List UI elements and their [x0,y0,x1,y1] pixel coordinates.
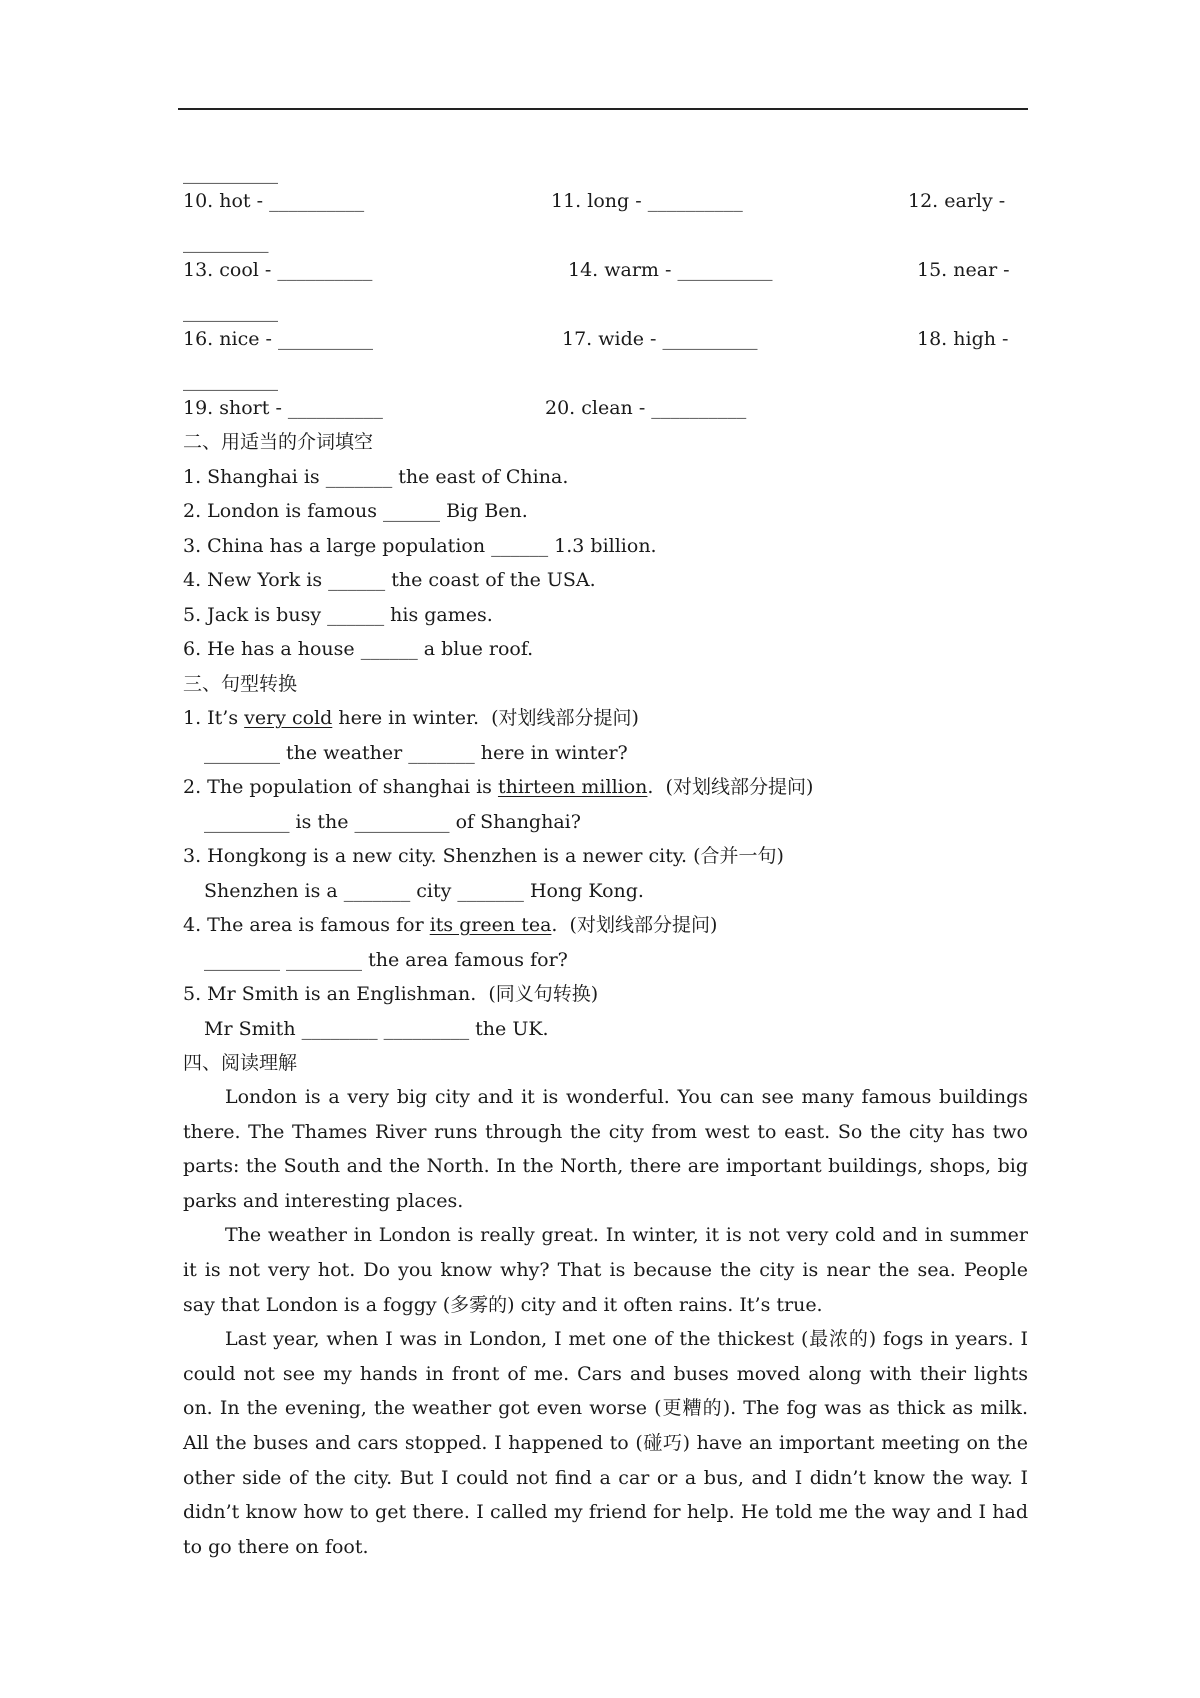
section-2-item-6: 6. He has a house ______ a blue roof. [183,638,534,660]
vocab-blank: __________ [662,328,758,350]
vocab-label: 11. long - [551,190,642,212]
vocab-item-12: 12. early - [908,190,1006,212]
passage-paragraph-2: The weather in London is really great. In winter, it is not very cold and in summer it is not very hot. Do you know why? That is because the city is near the sea. People say that London is a foggy (多雾的) city and it often rains. It’s true. [183,1224,1028,1316]
question-instruction: . (对划线部分提问) [551,914,718,936]
section-3-q2-answer: _________ is the __________ of Shanghai? [204,811,581,833]
vocab-blank: __________ [651,397,747,419]
underlined-phrase: very cold [244,707,333,729]
vocab-item-16 [183,326,373,352]
section-3-q4-answer: ________ ________ the area famous for? [204,949,568,971]
section-2-item-1: 1. Shanghai is _______ the east of China. [183,466,569,488]
question-text: 4. The area is famous for [183,914,430,936]
vocab-item-15: 15. near - [917,259,1010,281]
section-2-item-4: 4. New York is ______ the coast of the USA. [183,569,596,591]
section-4-title: 四、阅读理解 [183,1052,298,1074]
vocab-blank: __________ [677,259,773,281]
vocab-item-10 [183,188,364,214]
section-3-q2 [183,774,813,800]
vocab-item-18: 18. high - [917,328,1009,350]
section-3-q4 [183,912,717,938]
passage-paragraph-3: Last year, when I was in London, I met one of the thickest (最浓的) fogs in years. I could not see my hands in front of me. Cars and buses moved along with their lights on. In the evening, the weather got even worse (更糟的). The fog was as thick as milk. All the buses and cars stopped. I happened to (碰巧) have an important meeting on the other side of the city. But I could not find a car or a bus, and I didn’t know the way. I didn’t know how to get there. I called my friend for help. He told me the way and I had to go there on foot. [183,1328,1028,1558]
blank-12: _________ [183,231,269,253]
question-text: 1. It’s [183,707,245,729]
vocab-blank: __________ [277,328,373,350]
vocab-blank: __________ [277,259,373,281]
vocab-label: 16. nice - [183,328,272,350]
section-2-item-2: 2. London is famous ______ Big Ben. [183,500,528,522]
vocab-item-20 [545,395,746,421]
section-3-q5: 5. Mr Smith is an Englishman. (同义句转换) [183,983,599,1005]
section-3-title: 三、句型转换 [183,673,298,695]
vocab-label: 20. clean - [545,397,646,419]
section-2-item-3: 3. China has a large population ______ 1.3 billion. [183,535,657,557]
vocab-label: 14. warm - [568,259,672,281]
vocab-item-14 [568,257,772,283]
section-3-q5-answer: Mr Smith ________ _________ the UK. [204,1018,549,1040]
blank-18: __________ [183,369,278,391]
vocab-label: 10. hot - [183,190,264,212]
section-3-q1 [183,705,639,731]
section-3-q3: 3. Hongkong is a new city. Shenzhen is a newer city. (合并一句) [183,845,784,867]
header-rule [178,108,1028,110]
underlined-phrase: its green tea [429,914,552,936]
vocab-item-11 [551,188,743,214]
blank-15: __________ [183,300,278,322]
vocab-item-19 [183,395,383,421]
vocab-item-17 [562,326,758,352]
section-3-q3-answer: Shenzhen is a _______ city _______ Hong Kong. [204,880,644,902]
vocab-blank: __________ [647,190,743,212]
underlined-phrase: thirteen million [497,776,648,798]
vocab-blank: __________ [287,397,383,419]
vocab-label: 19. short - [183,397,282,419]
question-text: 2. The population of shanghai is [183,776,498,798]
section-2-item-5: 5. Jack is busy ______ his games. [183,604,493,626]
question-instruction: . (对划线部分提问) [647,776,814,798]
blank-9: __________ [183,162,278,184]
vocab-item-13 [183,257,372,283]
vocab-blank: __________ [269,190,365,212]
vocab-label: 17. wide - [562,328,657,350]
passage-paragraph-1: London is a very big city and it is wonderful. You can see many famous buildings there. The Thames River runs through the city from west to east. So the city has two parts: the South and the North. In the North, there are important buildings, shops, big parks and interesting places. [183,1086,1028,1212]
reading-passage [183,1080,1028,1564]
question-instruction: here in winter. (对划线部分提问) [332,707,639,729]
vocab-label: 13. cool - [183,259,272,281]
section-3-q1-answer: ________ the weather _______ here in winter? [204,742,628,764]
section-2-title: 二、用适当的介词填空 [183,431,374,453]
